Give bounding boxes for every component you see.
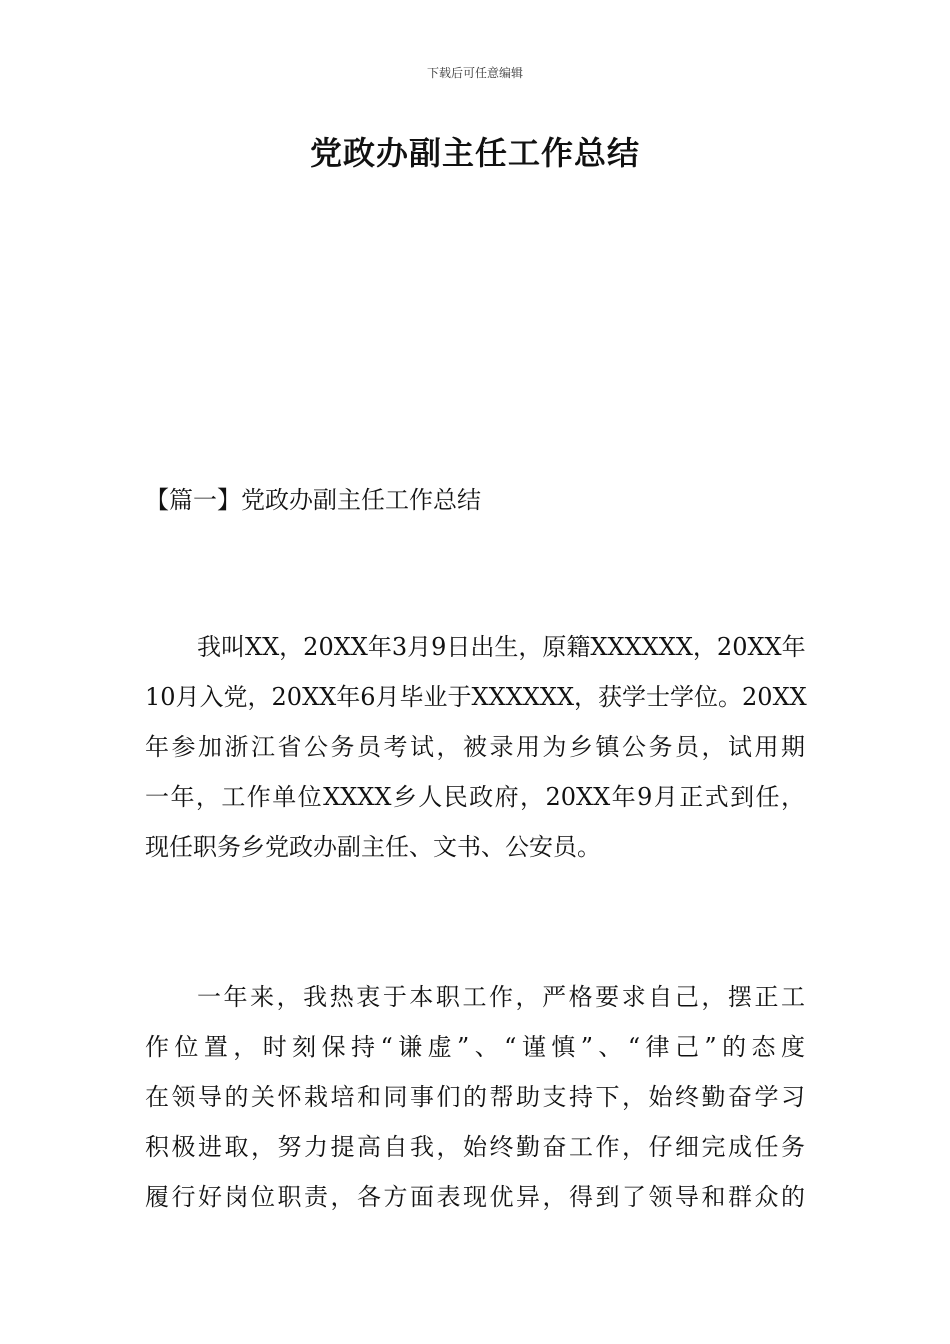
paragraph-line: 10月入党，20XX年6月毕业于XXXXXX，获学士学位。20XX [145, 683, 807, 711]
paragraph-line: 作位置，时刻保持“谦虚”、“谨慎”、“律己”的态度 [145, 1033, 805, 1061]
paragraph-line: 我叫XX，20XX年3月9日出生，原籍XXXXXX，20XX年 [197, 633, 806, 661]
paragraph-line: 在领导的关怀栽培和同事们的帮助支持下，始终勤奋学习 [145, 1083, 805, 1111]
paragraph-line: 年参加浙江省公务员考试，被录用为乡镇公务员，试用期 [145, 733, 805, 761]
paragraph-line: 一年来，我热衷于本职工作，严格要求自己，摆正工 [197, 983, 805, 1011]
paragraph-line: 一年，工作单位XXXX乡人民政府，20XX年9月正式到任， [145, 783, 805, 811]
paragraph-1 [145, 622, 805, 872]
section-heading: 【篇一】党政办副主任工作总结 [145, 486, 481, 514]
document-title: 党政办副主任工作总结 [309, 134, 640, 172]
paragraph-2 [145, 972, 805, 1222]
paragraph-line: 履行好岗位职责，各方面表现优异，得到了领导和群众的 [145, 1183, 805, 1211]
paragraph-line: 积极进取，努力提高自我，始终勤奋工作，仔细完成任务 [145, 1133, 805, 1161]
paragraph-line: 现任职务乡党政办副主任、文书、公安员。 [145, 833, 601, 861]
header-note: 下载后可任意编辑 [426, 66, 523, 80]
